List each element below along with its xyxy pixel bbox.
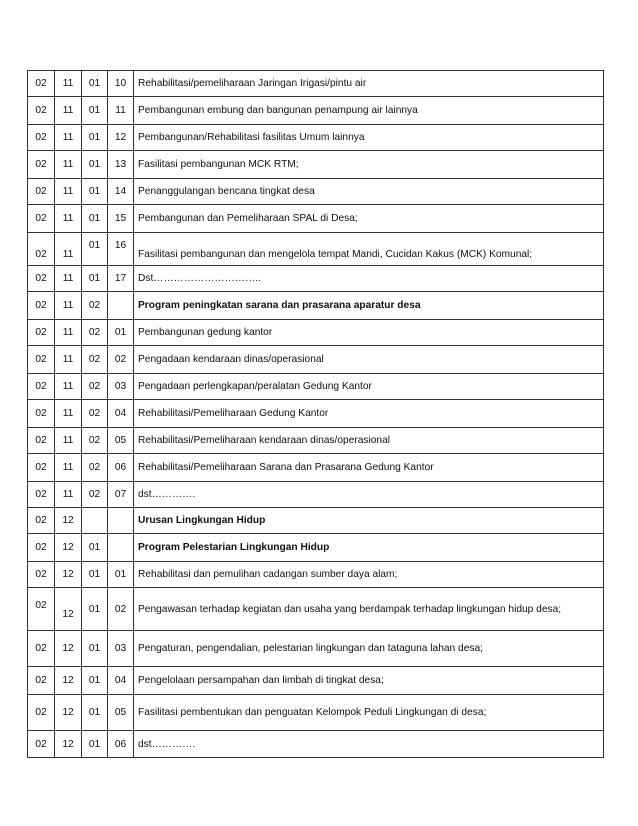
code-col2: 12 — [55, 731, 82, 758]
code-col1: 02 — [28, 562, 55, 588]
table-row — [28, 71, 604, 97]
table-row — [28, 233, 604, 266]
code-col1: 02 — [28, 731, 55, 758]
code-col2: 11 — [55, 151, 82, 179]
table-row — [28, 562, 604, 588]
code-col2: 12 — [55, 508, 82, 534]
code-col3: 01 — [82, 125, 108, 151]
table-row — [28, 400, 604, 428]
code-col3: 02 — [82, 428, 108, 454]
code-col2: 11 — [55, 400, 82, 428]
table-row — [28, 534, 604, 562]
description-cell: Rehabilitasi/Pemeliharaan Sarana dan Prasarana Gedung Kantor — [134, 454, 604, 482]
code-col2: 11 — [55, 292, 82, 320]
kode-kegiatan-table — [27, 70, 604, 758]
code-col3: 01 — [82, 731, 108, 758]
code-col1: 02 — [28, 320, 55, 346]
code-col3: 02 — [82, 482, 108, 508]
code-value: 12 — [62, 608, 74, 620]
code-col3: 02 — [82, 374, 108, 400]
code-col4: 04 — [108, 400, 134, 428]
code-col4: 06 — [108, 454, 134, 482]
description-cell: dst…………. — [134, 731, 604, 758]
table-row — [28, 428, 604, 454]
code-col3: 01 — [82, 631, 108, 667]
code-col2: 11 — [55, 205, 82, 233]
description-cell: Rehabilitasi/Pemeliharaan Gedung Kantor — [134, 400, 604, 428]
code-col3: 01 — [82, 667, 108, 695]
code-col4: 11 — [108, 97, 134, 125]
description-cell: Pengaturan, pengendalian, pelestarian lingkungan dan tataguna lahan desa; — [134, 631, 604, 667]
code-value: 01 — [88, 239, 101, 251]
code-col4 — [108, 233, 134, 266]
description-text: Fasilitasi pembangunan dan mengelola tempat Mandi, Cucidan Kakus (MCK) Komunal; — [138, 248, 533, 260]
table-row — [28, 508, 604, 534]
code-col4: 01 — [108, 320, 134, 346]
code-col1: 02 — [28, 400, 55, 428]
code-col4: 06 — [108, 731, 134, 758]
table-row — [28, 292, 604, 320]
code-col2: 11 — [55, 179, 82, 205]
code-col4: 07 — [108, 482, 134, 508]
code-col1: 02 — [28, 695, 55, 731]
code-col1: 02 — [28, 667, 55, 695]
code-col4: 12 — [108, 125, 134, 151]
code-col4: 14 — [108, 179, 134, 205]
code-col2: 12 — [55, 534, 82, 562]
code-col1: 02 — [28, 346, 55, 374]
code-col1: 02 — [28, 374, 55, 400]
table-row — [28, 346, 604, 374]
code-col4: 03 — [108, 631, 134, 667]
code-col1: 02 — [28, 266, 55, 292]
description-cell: Penanggulangan bencana tingkat desa — [134, 179, 604, 205]
description-cell: Rehabilitasi dan pemulihan cadangan sumber daya alam; — [134, 562, 604, 588]
code-col1: 02 — [28, 631, 55, 667]
code-col2: 11 — [55, 71, 82, 97]
code-value: 16 — [114, 239, 127, 251]
table-row — [28, 97, 604, 125]
description-cell — [134, 233, 604, 266]
code-col2: 11 — [55, 428, 82, 454]
code-col3: 01 — [82, 71, 108, 97]
code-col2: 11 — [55, 454, 82, 482]
urusan-heading: Urusan Lingkungan Hidup — [134, 508, 604, 534]
code-col2: 12 — [55, 667, 82, 695]
table-row — [28, 320, 604, 346]
code-col1: 02 — [28, 292, 55, 320]
description-cell: Dst………………………….. — [134, 266, 604, 292]
program-heading: Program peningkatan sarana dan prasarana aparatur desa — [134, 292, 604, 320]
code-col4: 01 — [108, 562, 134, 588]
table-row — [28, 454, 604, 482]
code-col3: 01 — [82, 151, 108, 179]
code-col2: 12 — [55, 562, 82, 588]
description-cell: Pembangunan embung dan bangunan penampung air lainnya — [134, 97, 604, 125]
description-cell: Pengadaan kendaraan dinas/operasional — [134, 346, 604, 374]
program-heading: Program Pelestarian Lingkungan Hidup — [134, 534, 604, 562]
code-col4 — [108, 508, 134, 534]
code-col4: 15 — [108, 205, 134, 233]
code-col3: 01 — [82, 179, 108, 205]
code-col1: 02 — [28, 428, 55, 454]
code-col4 — [108, 534, 134, 562]
code-col1: 02 — [28, 71, 55, 97]
code-col3: 02 — [82, 292, 108, 320]
code-col2: 11 — [55, 266, 82, 292]
table-row — [28, 588, 604, 631]
code-col3: 01 — [82, 205, 108, 233]
description-cell: Pengawasan terhadap kegiatan dan usaha yang berdampak terhadap lingkungan hidup desa; — [134, 588, 604, 631]
code-col3: 01 — [82, 266, 108, 292]
code-col4: 10 — [108, 71, 134, 97]
description-cell: Pengelolaan persampahan dan limbah di tingkat desa; — [134, 667, 604, 695]
code-col1: 02 — [28, 482, 55, 508]
table-row — [28, 374, 604, 400]
code-col3: 01 — [82, 695, 108, 731]
code-col4: 04 — [108, 667, 134, 695]
code-col4: 03 — [108, 374, 134, 400]
code-col1: 02 — [28, 454, 55, 482]
code-col3: 02 — [82, 400, 108, 428]
code-col3: 01 — [82, 588, 108, 631]
description-cell: Rehabilitasi/pemeliharaan Jaringan Irigasi/pintu air — [134, 71, 604, 97]
code-col2: 11 — [55, 125, 82, 151]
code-col1: 02 — [28, 508, 55, 534]
description-cell: Pembangunan/Rehabilitasi fasilitas Umum lainnya — [134, 125, 604, 151]
code-col2: 11 — [55, 346, 82, 374]
code-col2 — [55, 588, 82, 631]
description-cell: Pembangunan gedung kantor — [134, 320, 604, 346]
code-col3 — [82, 508, 108, 534]
code-col1: 02 — [28, 151, 55, 179]
code-value: 02 — [35, 248, 47, 260]
code-col1: 02 — [28, 205, 55, 233]
description-cell: Fasilitasi pembentukan dan penguatan Kelompok Peduli Lingkungan di desa; — [134, 695, 604, 731]
code-col1: 02 — [28, 97, 55, 125]
description-cell: Rehabilitasi/Pemeliharaan kendaraan dinas/operasional — [134, 428, 604, 454]
code-col3: 02 — [82, 454, 108, 482]
description-cell: Pembangunan dan Pemeliharaan SPAL di Desa; — [134, 205, 604, 233]
code-col2 — [55, 233, 82, 266]
table-row — [28, 631, 604, 667]
code-col4: 05 — [108, 695, 134, 731]
table-row — [28, 695, 604, 731]
code-col4: 02 — [108, 346, 134, 374]
table-row — [28, 179, 604, 205]
code-col4: 17 — [108, 266, 134, 292]
table-row — [28, 667, 604, 695]
code-col2: 12 — [55, 631, 82, 667]
description-cell: Fasilitasi pembangunan MCK RTM; — [134, 151, 604, 179]
table-row — [28, 731, 604, 758]
code-col2: 12 — [55, 695, 82, 731]
code-col3 — [82, 233, 108, 266]
code-col4: 13 — [108, 151, 134, 179]
code-value: 11 — [62, 248, 74, 260]
description-cell: dst…………. — [134, 482, 604, 508]
table-row — [28, 205, 604, 233]
table-row — [28, 125, 604, 151]
code-col1 — [28, 233, 55, 266]
code-col4: 02 — [108, 588, 134, 631]
code-col2: 11 — [55, 320, 82, 346]
code-value: 02 — [35, 599, 47, 611]
code-col3: 01 — [82, 562, 108, 588]
code-col3: 02 — [82, 320, 108, 346]
code-col2: 11 — [55, 482, 82, 508]
code-col3: 01 — [82, 534, 108, 562]
code-col3: 02 — [82, 346, 108, 374]
code-col1: 02 — [28, 534, 55, 562]
table-row — [28, 151, 604, 179]
code-col4 — [108, 292, 134, 320]
description-cell: Pengadaan perlengkapan/peralatan Gedung Kantor — [134, 374, 604, 400]
code-col1 — [28, 588, 55, 631]
code-col2: 11 — [55, 97, 82, 125]
table-row — [28, 482, 604, 508]
code-col1: 02 — [28, 125, 55, 151]
code-col3: 01 — [82, 97, 108, 125]
code-col2: 11 — [55, 374, 82, 400]
table-row — [28, 266, 604, 292]
code-col4: 05 — [108, 428, 134, 454]
code-col1: 02 — [28, 179, 55, 205]
